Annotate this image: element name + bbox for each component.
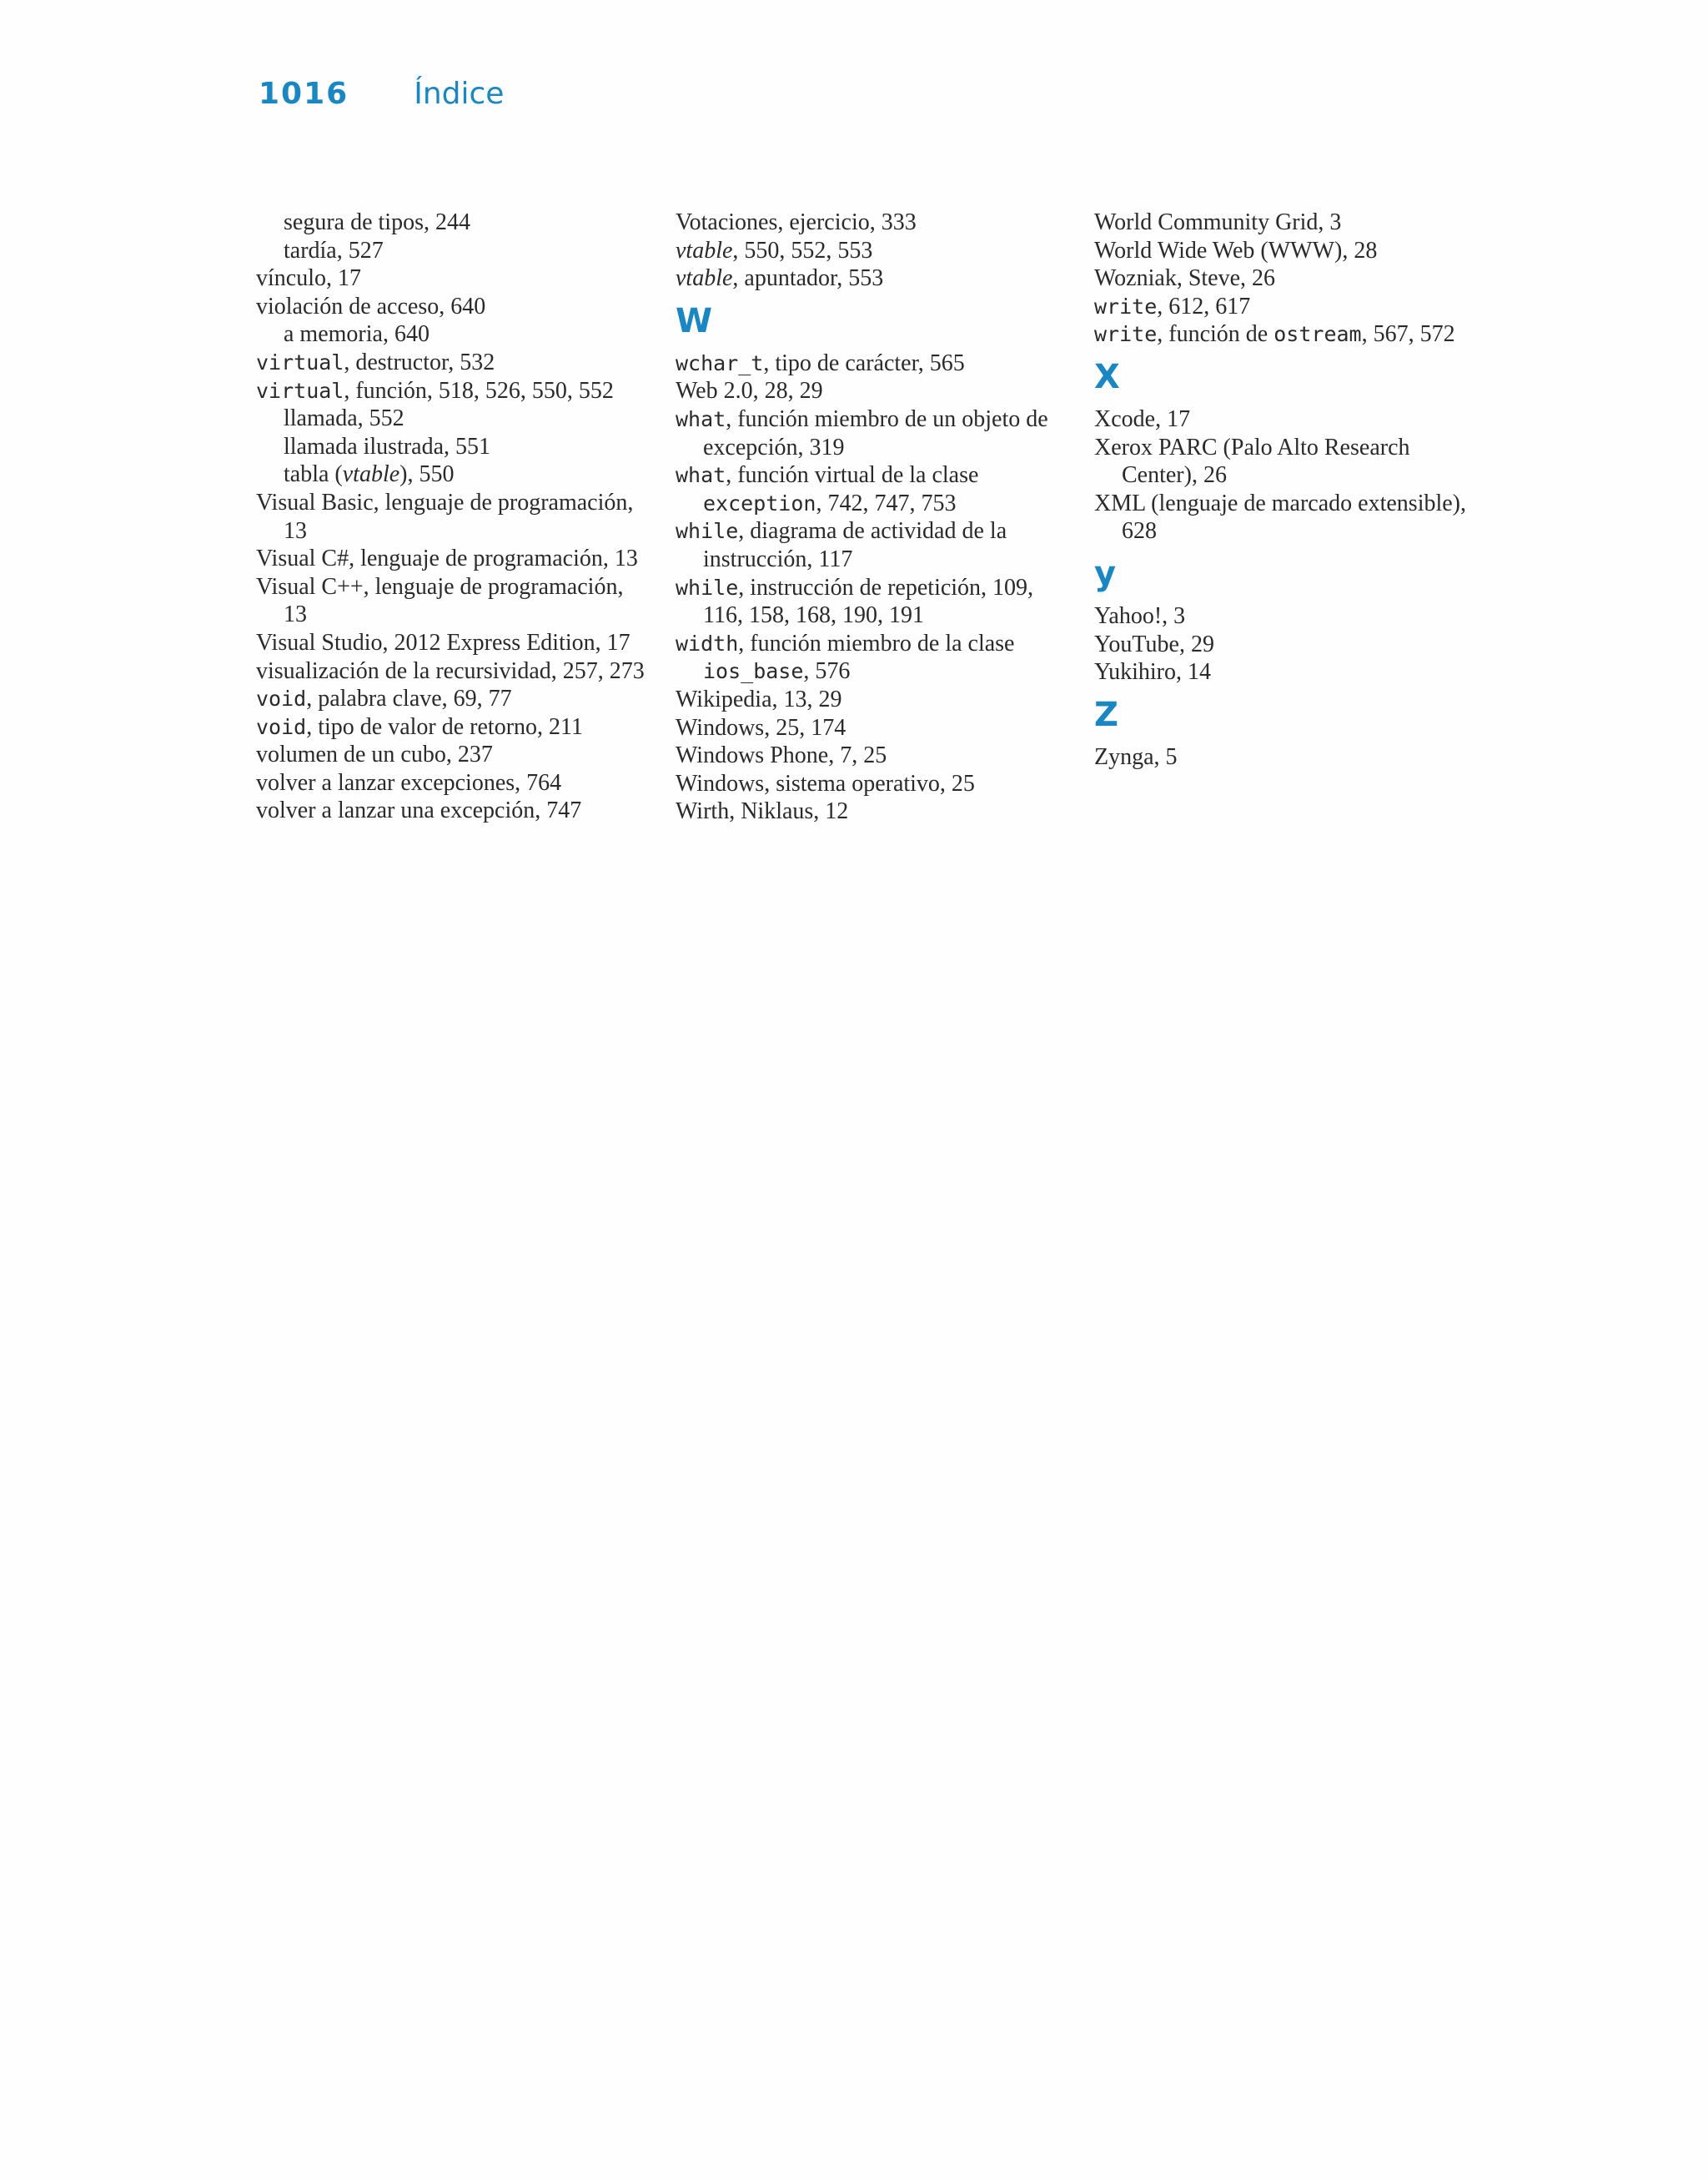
entry-text: tardía, 527	[284, 237, 384, 264]
code-term: virtual	[256, 378, 344, 403]
entry-text: visualización de la recursividad, 257, 273	[256, 657, 645, 684]
index-subentry	[256, 433, 648, 461]
index-entry	[256, 769, 648, 798]
code-term: write	[1094, 294, 1158, 319]
index-entry	[256, 713, 648, 742]
index-entry	[1094, 293, 1486, 321]
code-term: void	[256, 687, 307, 712]
entry-text: , diagrama de actividad de la instrucción, 117	[703, 518, 1007, 572]
index-subentry	[256, 460, 648, 489]
index-entry	[676, 714, 1068, 742]
index-entry	[676, 770, 1068, 798]
letter-heading: X	[1094, 357, 1120, 396]
entry-text: , 550, 552, 553	[732, 237, 873, 264]
entry-text: , tipo de carácter, 565	[763, 350, 965, 376]
entry-text: , 612, 617	[1157, 293, 1251, 320]
entry-text: , instrucción de repetición, 109, 116, 158, 168, 190, 191	[703, 574, 1034, 629]
letter-heading: y	[1094, 554, 1117, 593]
entry-text: Wikipedia, 13, 29	[676, 686, 842, 712]
code-term: what	[676, 463, 726, 488]
index-entry	[676, 742, 1068, 770]
code-term: ostream	[1273, 322, 1362, 347]
entry-text: Visual Basic, lenguaje de programación, 13	[256, 489, 634, 544]
index-subentry	[256, 209, 648, 237]
entry-text: Wozniak, Steve, 26	[1094, 265, 1276, 292]
entry-text: ), 550	[399, 461, 455, 488]
entry-text: segura de tipos, 244	[284, 209, 470, 235]
italic-term: vtable	[676, 265, 733, 292]
entry-text: volver a lanzar una excepción, 747	[256, 798, 582, 824]
running-header	[259, 77, 504, 111]
entry-text: , 576	[803, 658, 851, 685]
index-entry	[256, 685, 648, 713]
page-number: 1016	[259, 77, 349, 111]
code-term: while	[676, 575, 739, 600]
section-title: Índice	[414, 77, 505, 111]
entry-text: Wirth, Niklaus, 12	[676, 798, 849, 825]
entry-text: , 567, 572	[1361, 321, 1455, 348]
entry-text: , función, 518, 526, 550, 552	[344, 377, 614, 404]
index-entry	[256, 797, 648, 825]
index-entry	[676, 517, 1068, 573]
index-entry	[1094, 209, 1486, 237]
entry-text: , función miembro de un objeto de excepción, 319	[703, 405, 1048, 460]
entry-text: , función virtual de la clase	[726, 462, 979, 489]
index-entry	[1094, 658, 1486, 687]
entry-text: World Community Grid, 3	[1094, 209, 1342, 235]
index-entry	[1094, 631, 1486, 659]
index-entry	[1094, 434, 1486, 490]
index-entry	[256, 293, 648, 321]
entry-text: Xcode, 17	[1094, 405, 1191, 432]
entry-text: , función de	[1157, 321, 1274, 348]
code-term: void	[256, 714, 307, 739]
italic-term: vtable	[342, 461, 400, 488]
entry-text: Windows, sistema operativo, 25	[676, 770, 975, 797]
index-entry	[676, 350, 1068, 378]
code-term: virtual	[256, 350, 344, 375]
entry-text: a memoria, 640	[284, 321, 430, 348]
code-term: width	[676, 631, 739, 656]
index-subentry	[256, 320, 648, 349]
entry-text: Web 2.0, 28, 29	[676, 378, 823, 405]
index-column-3	[1094, 209, 1486, 771]
index-subentry	[256, 405, 648, 433]
entry-text: YouTube, 29	[1094, 631, 1214, 657]
entry-text: vínculo, 17	[256, 265, 361, 292]
entry-text: volumen de un cubo, 237	[256, 742, 493, 768]
index-entry	[676, 264, 1068, 293]
index-entry	[1094, 743, 1486, 772]
entry-text: Visual C++, lenguaje de programación, 13	[256, 573, 624, 628]
index-entry	[256, 657, 648, 686]
index-entry	[256, 629, 648, 657]
index-entry	[676, 686, 1068, 714]
entry-text: Visual C#, lenguaje de programación, 13	[256, 546, 638, 572]
index-entry	[1094, 264, 1486, 293]
italic-term: vtable	[676, 237, 733, 264]
letter-heading: Z	[1094, 695, 1119, 734]
entry-text: Visual Studio, 2012 Express Edition, 17	[256, 629, 630, 656]
letter-heading: W	[676, 301, 713, 340]
index-entry	[676, 630, 1068, 686]
entry-text: llamada, 552	[284, 405, 404, 432]
index-entry	[1094, 237, 1486, 265]
index-subentry	[256, 237, 648, 265]
entry-text: , 742, 747, 753	[816, 490, 957, 516]
index-entry	[256, 264, 648, 293]
code-term: ios_base	[703, 659, 804, 684]
code-term: exception	[703, 491, 816, 516]
entry-text: Yukihiro, 14	[1094, 659, 1211, 686]
entry-text: Yahoo!, 3	[1094, 602, 1186, 629]
entry-text: Windows, 25, 174	[676, 714, 846, 741]
index-entry	[676, 574, 1068, 630]
index-entry	[256, 741, 648, 769]
code-term: wchar_t	[676, 350, 764, 375]
entry-text: Votaciones, ejercicio, 333	[676, 209, 917, 235]
entry-text: XML (lenguaje de marcado extensible), 628	[1094, 490, 1467, 545]
index-entry	[676, 377, 1068, 405]
entry-text: tabla (	[284, 461, 343, 488]
entry-text: Zynga, 5	[1094, 743, 1178, 770]
entry-text: , destructor, 532	[344, 349, 495, 375]
index-entry	[256, 489, 648, 545]
index-entry	[1094, 602, 1486, 631]
index-entry	[256, 573, 648, 629]
entry-text: World Wide Web (WWW), 28	[1094, 237, 1378, 264]
index-entry	[256, 377, 648, 405]
index-entry	[676, 798, 1068, 826]
entry-text: , apuntador, 553	[732, 265, 884, 292]
index-entry	[676, 405, 1068, 461]
index-entry	[1094, 320, 1486, 349]
entry-text: , tipo de valor de retorno, 211	[306, 713, 583, 740]
index-entry	[1094, 490, 1486, 546]
entry-text: , función miembro de la clase	[738, 630, 1015, 657]
code-term: write	[1094, 322, 1158, 347]
index-column-2	[676, 209, 1068, 826]
entry-text: Windows Phone, 7, 25	[676, 742, 887, 769]
entry-text: violación de acceso, 640	[256, 293, 486, 320]
entry-text: , palabra clave, 69, 77	[306, 686, 512, 712]
code-term: what	[676, 406, 726, 431]
entry-text: Xerox PARC (Palo Alto Research Center), 26	[1094, 434, 1410, 489]
index-column-1	[256, 209, 648, 825]
index-entry	[676, 237, 1068, 265]
index-entry	[676, 461, 1068, 517]
code-term: while	[676, 519, 739, 544]
index-entry	[256, 349, 648, 377]
index-entry	[676, 209, 1068, 237]
entry-text: volver a lanzar excepciones, 764	[256, 769, 562, 796]
entry-text: llamada ilustrada, 551	[284, 433, 491, 460]
index-entry	[256, 545, 648, 573]
index-entry	[1094, 405, 1486, 434]
